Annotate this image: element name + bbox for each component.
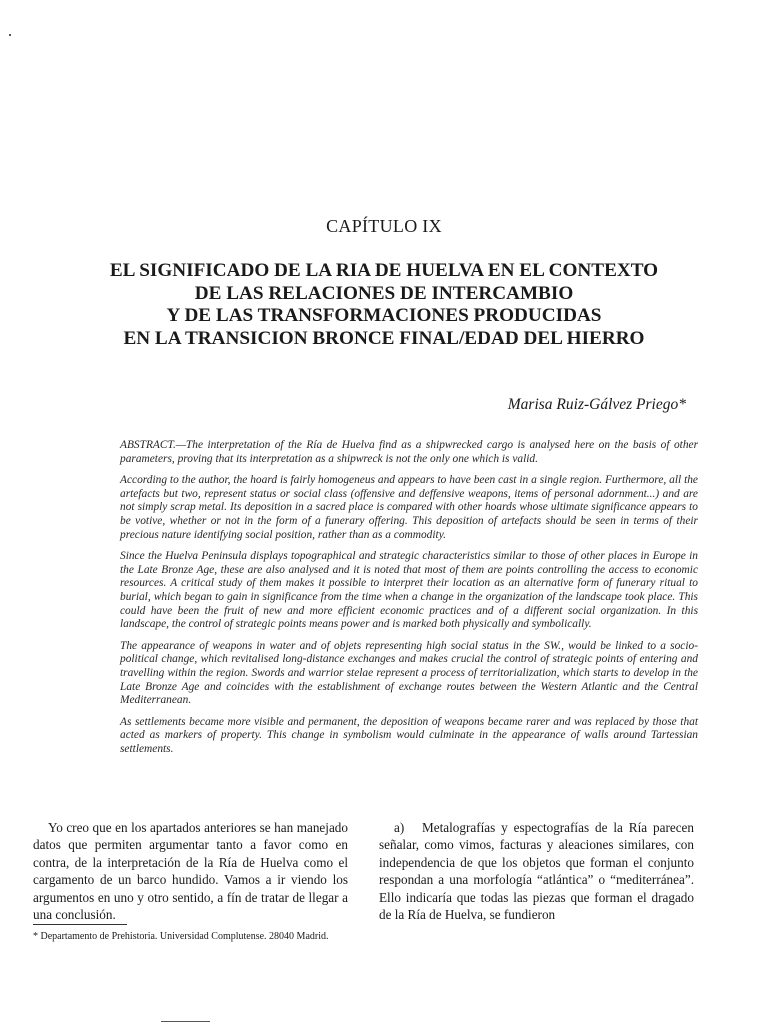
chapter-heading: CAPÍTULO IX [326, 216, 442, 236]
list-marker: a) [394, 820, 405, 835]
abstract-paragraph: The appearance of weapons in water and of objets representing high social status in the SW., would be linked to a socio-political change, which revitalised long-distance exchanges and makes crucial the control of strategic points of entering and travelling within the region. Swords and warrior stelae represent a process of territorialization, which starts to develop in the Late Bronze Age and coincides with the establishment of exchange routes between the Western Atlantic and the Central Mediterranean. [120, 639, 698, 707]
footnote-divider [33, 924, 127, 925]
abstract [120, 439, 698, 764]
chapter-title [40, 260, 728, 350]
abstract-paragraph: ABSTRACT.—The interpretation of the Ría de Huelva find as a shipwrecked cargo is analysed here on the basis of other parameters, proving that its interpretation as a shipwreck is not the only one which is valid. [120, 439, 698, 465]
title-line: Y DE LAS TRANSFORMACIONES PRODUCIDAS [166, 305, 602, 326]
abstract-paragraph: According to the author, the hoard is fairly homogeneus and appears to have been cast in a single region. Furthermore, all the artefacts but two, represent status or social class (offensive and deffensive weapons, items of personal adornment...) and are not simply scrap metal. Its deposition in a sacred place is compared with other hoards whose ultimate significance appears to be votive, whether or not in the form of a funerary offering. This deposition of artefacts should be seen in terms of their precious nature identifying social position, rather than as a commodity. [120, 474, 698, 541]
abstract-paragraph: As settlements became more visible and permanent, the deposition of weapons became rarer and was replaced by those that acted as markers of property. This change in symbolism would culminate in the appearance of walls around Tartessian settlements. [120, 715, 698, 755]
title-line: DE LAS RELACIONES DE INTERCAMBIO [194, 282, 574, 304]
body-paragraph: Yo creo que en los apartados anteriores se han manejado datos que permiten argumentar tanto a favor como en contra, de la interpretación de la Ría de Huelva como el cargamento de un barco hundido. Vamos a ir viendo los argumentos en uno y otro sentido, a fín de tratar de llegar a una conclusión. [33, 820, 348, 923]
body-column-right [379, 819, 694, 923]
title-line: EN LA TRANSICION BRONCE FINAL/EDAD DEL HIERRO [123, 327, 645, 349]
footnote: * Departamento de Prehistoria. Universidad Complutense. 28040 Madrid. [33, 931, 329, 942]
abstract-paragraph: Since the Huelva Peninsula displays topographical and strategic characteristics similar to those of other places in Europe in the Late Bronze Age, these are also analysed and it is noted that most of them are points controlling the access to economic resources. A critical study of them makes it possible to interpret their location as an alternative form of funerary ritual to burial, which began to gain in significance from the time when a change in the organization of the landscape took place. This could have been the fruit of new and more efficient economic practices and of a different social organization. In this landscape, the control of strategic points means power and is marked both physically and symbolically. [120, 550, 698, 631]
author-name: Marisa Ruiz-Gálvez Priego* [507, 396, 686, 413]
margin-mark [9, 34, 11, 36]
title-line: EL SIGNIFICADO DE LA RIA DE HUELVA EN EL CONTEXTO [109, 260, 659, 281]
list-item-text: Metalografías y espectografías de la Ría parecen señalar, como vimos, facturas y aleaciones similares, con independencia de que los objetos que forman el conjunto respondan a una morfología “atlántica” o “mediterránea”. Ello indicaría que todas las piezas que forman el dragado de la Ría de Huelva, se fundieron [379, 820, 694, 923]
bottom-divider [161, 1021, 210, 1022]
body-column-left [33, 819, 348, 923]
body-paragraph [379, 819, 694, 923]
